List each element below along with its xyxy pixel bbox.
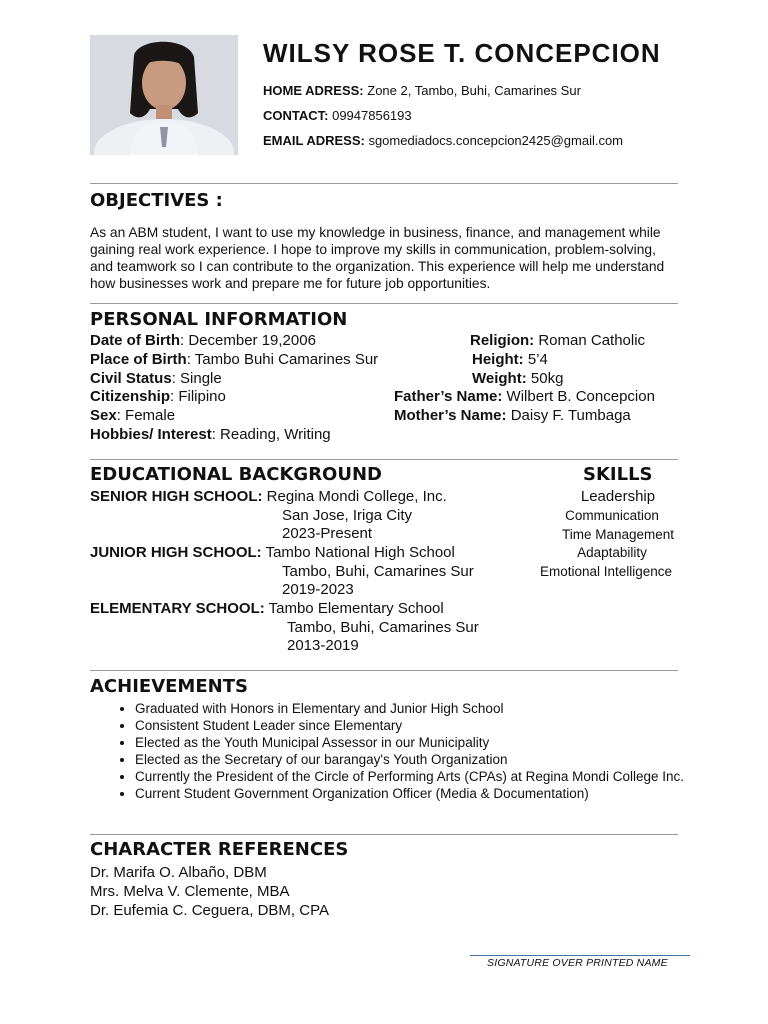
divider — [90, 303, 678, 304]
pob-label: Place of Birth — [90, 351, 187, 368]
shs-school: Regina Mondi College, Inc. — [262, 488, 447, 505]
list-item: • Current Student Government Organization Officer (Media & Documentation) — [135, 785, 695, 802]
email-value: sgomediadocs.concepcion2425@gmail.com — [364, 133, 624, 148]
education-heading: EDUCATIONAL BACKGROUND — [90, 464, 382, 485]
applicant-name: WILSY ROSE T. CONCEPCION — [263, 38, 661, 68]
dob-value: : December 19,2006 — [180, 332, 316, 349]
skill-item: Time Management — [561, 527, 675, 542]
place-of-birth — [90, 351, 378, 368]
shs-years: 2023-Present — [282, 525, 373, 542]
divider — [90, 183, 678, 184]
civil-label: Civil Status — [90, 370, 172, 387]
skill-item: Leadership — [580, 488, 656, 505]
dob-label: Date of Birth — [90, 332, 180, 349]
hobbies — [90, 426, 331, 443]
jhs-label: JUNIOR HIGH SCHOOL: — [90, 544, 262, 561]
elem-address: Tambo, Buhi, Camarines Sur — [287, 619, 479, 636]
fathers-name — [394, 388, 655, 405]
weight — [472, 370, 563, 387]
contact-label: CONTACT: — [263, 108, 329, 123]
skills-heading: SKILLS — [583, 464, 653, 485]
religion-label: Religion: — [470, 332, 535, 349]
skill-item: Adaptability — [577, 545, 647, 560]
civil-status — [90, 370, 222, 387]
elem-label: ELEMENTARY SCHOOL: — [90, 600, 265, 617]
pob-value: : Tambo Buhi Camarines Sur — [186, 351, 379, 368]
junior-high-school — [90, 544, 455, 561]
skill-item: Emotional Intelligence — [539, 564, 673, 579]
hobbies-label: Hobbies/ Interest — [90, 426, 212, 443]
height-label: Height: — [472, 351, 524, 368]
mother-value: Daisy F. Tumbaga — [506, 407, 631, 424]
jhs-address: Tambo, Buhi, Camarines Sur — [282, 563, 474, 580]
sex — [90, 407, 175, 424]
senior-high-school — [90, 488, 447, 505]
objectives-heading: OBJECTIVES : — [90, 190, 223, 211]
elementary-school — [90, 600, 444, 617]
list-item: • Elected as the Youth Municipal Assessor in our Municipality — [135, 734, 695, 751]
reference-item: Mrs. Melva V. Clemente, MBA — [90, 883, 290, 900]
email-label: EMAIL ADRESS: — [263, 133, 365, 148]
email-address — [263, 133, 623, 148]
hobbies-value: : Reading, Writing — [211, 426, 331, 443]
personal-info-heading: PERSONAL INFORMATION — [90, 309, 348, 330]
date-of-birth — [90, 332, 316, 349]
list-item: • Currently the President of the Circle of Performing Arts (CPAs) at Regina Mondi College Inc. — [135, 768, 695, 785]
reference-item: Dr. Eufemia C. Ceguera, DBM, CPA — [90, 902, 329, 919]
civil-value: : Single — [171, 370, 222, 387]
objectives-text: As an ABM student, I want to use my knowledge in business, finance, and management while gaining real work experience. I hope to improve my skills in communication, problem-solving, and teamwork so I can contribute to the organization. This experience will help me understand how businesses work and prepare me for future job opportunities. — [90, 225, 665, 291]
shs-address: San Jose, Iriga City — [282, 507, 413, 524]
signature-label: SIGNATURE OVER PRINTED NAME — [487, 957, 668, 969]
citizenship-label: Citizenship — [90, 388, 171, 405]
achievements-heading: ACHIEVEMENTS — [90, 676, 248, 697]
father-value: Wilbert B. Concepcion — [502, 388, 655, 405]
portrait-image — [90, 35, 238, 155]
height-value: 5’4 — [523, 351, 548, 368]
profile-photo — [90, 35, 238, 155]
sex-label: Sex — [90, 407, 117, 424]
list-item: • Elected as the Secretary of our barangay's Youth Organization — [135, 751, 695, 768]
achievements-list — [108, 700, 695, 802]
list-item: • Graduated with Honors in Elementary and Junior High School — [135, 700, 695, 717]
jhs-years: 2019-2023 — [282, 581, 354, 598]
religion — [470, 332, 645, 349]
home-address-value: Zone 2, Tambo, Buhi, Camarines Sur — [363, 83, 581, 98]
father-label: Father’s Name: — [394, 388, 503, 405]
skill-item: Communication — [565, 508, 659, 523]
home-address-label: HOME ADRESS: — [263, 83, 364, 98]
signature-line — [470, 955, 690, 956]
elem-school: Tambo Elementary School — [264, 600, 444, 617]
home-address — [263, 83, 581, 98]
sex-value: : Female — [116, 407, 176, 424]
weight-label: Weight: — [472, 370, 527, 387]
reference-item: Dr. Marifa O. Albaño, DBM — [90, 864, 267, 881]
weight-value: 50kg — [526, 370, 564, 387]
divider — [90, 834, 678, 835]
religion-value: Roman Catholic — [534, 332, 646, 349]
citizenship-value: : Filipino — [170, 388, 226, 405]
citizenship — [90, 388, 226, 405]
divider — [90, 670, 678, 671]
shs-label: SENIOR HIGH SCHOOL: — [90, 488, 263, 505]
list-item: • Consistent Student Leader since Elementary — [135, 717, 695, 734]
jhs-school: Tambo National High School — [261, 544, 455, 561]
mother-label: Mother’s Name: — [394, 407, 507, 424]
contact-value: 09947856193 — [328, 108, 412, 123]
divider — [90, 459, 678, 460]
references-heading: CHARACTER REFERENCES — [90, 839, 349, 860]
mothers-name — [394, 407, 631, 424]
height — [472, 351, 548, 368]
elem-years: 2013-2019 — [287, 637, 359, 654]
contact-number — [263, 108, 412, 123]
